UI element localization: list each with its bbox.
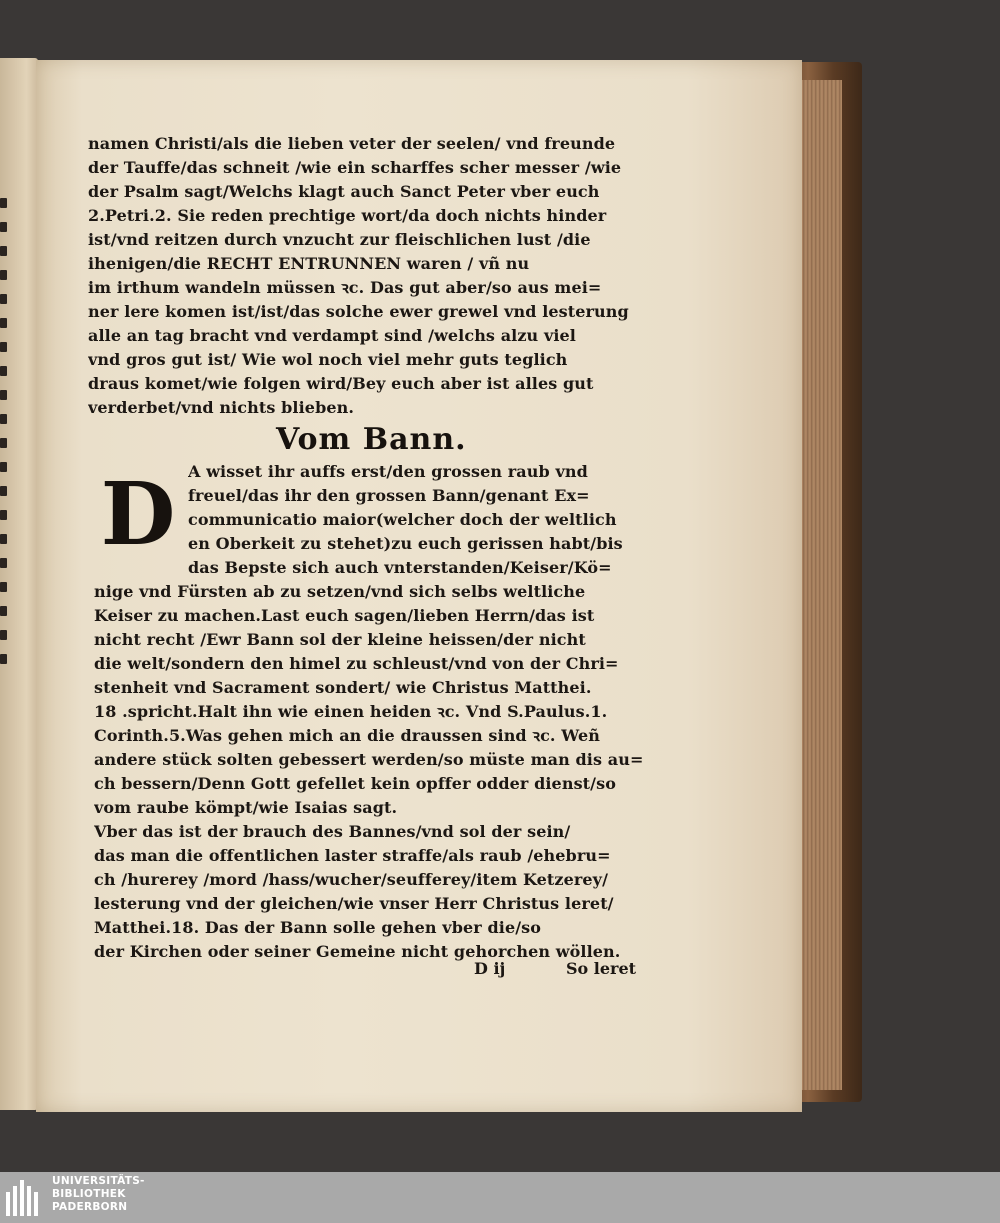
text-line: das Bepste sich auch vnterstanden/Keiser/Kö=: [188, 558, 612, 577]
text-line: die welt/sondern den himel zu schleust/vnd von der Chri=: [94, 654, 619, 673]
text-line: das man die offentlichen laster straffe/als raub /ehebru=: [94, 846, 611, 865]
signature-mark: D ij: [474, 959, 506, 978]
text-line: Keiser zu machen.Last euch sagen/lieben Herrn/das ist: [94, 606, 595, 625]
text-line: im irthum wandeln müssen ꝛc. Das gut aber/so aus mei=: [88, 278, 602, 297]
text-line: nicht recht /Ewr Bann sol der kleine heissen/der nicht: [94, 630, 586, 649]
text-line: Matthei.18. Das der Bann solle gehen vber die/so: [94, 918, 542, 937]
text-line: verderbet/vnd nichts blieben.: [88, 398, 355, 417]
text-line: communicatio maior(welcher doch der weltlich: [188, 510, 617, 529]
drop-cap-initial: D: [100, 464, 176, 565]
text-line: ch bessern/Denn Gott gefellet kein opffer odder dienst/so: [94, 774, 616, 793]
text-line: ner lere komen ist/ist/das solche ewer grewel vnd lesterung: [88, 302, 629, 321]
text-line: A wisset ihr auffs erst/den grossen raub vnd: [188, 462, 588, 481]
text-line: ch /hurerey /mord /hass/wucher/seufferey/item Ketzerey/: [94, 870, 609, 889]
text-line: stenheit vnd Sacrament sondert/ wie Christus Matthei.: [94, 678, 592, 697]
text-line: en Oberkeit zu stehet)zu euch gerissen habt/bis: [188, 534, 623, 553]
footer-bar: [0, 1172, 1000, 1223]
logo-line-2: BIBLIOTHEK: [52, 1188, 126, 1200]
logo-line-1: UNIVERSITÄTS-: [52, 1175, 145, 1187]
text-line: namen Christi/als die lieben veter der seelen/ vnd freunde: [88, 134, 616, 153]
text-line: Vber das ist der brauch des Bannes/vnd sol der sein/: [94, 822, 571, 841]
text-line: der Tauffe/das schneit /wie ein scharffes scher messer /wie: [88, 158, 622, 177]
text-line: 2.Petri.2. Sie reden prechtige wort/da doch nichts hinder: [88, 206, 607, 225]
left-page-edge: [0, 58, 38, 1110]
section-heading: Vom Bann.: [276, 422, 467, 457]
text-line: andere stück solten gebessert werden/so müste man dis au=: [94, 750, 644, 769]
page-block-edges: [796, 80, 842, 1090]
paragraph-2-indented: [188, 460, 648, 580]
text-line: vom raube kömpt/wie Isaias sagt.: [94, 798, 398, 817]
catchword: So leret: [566, 959, 637, 978]
text-line: 18 .spricht.Halt ihn wie einen heiden ꝛc. Vnd S.Paulus.1.: [94, 702, 608, 721]
logo-line-3: PADERBORN: [52, 1201, 128, 1213]
text-line: freuel/das ihr den grossen Bann/genant Ex=: [188, 486, 590, 505]
library-logo-text: [52, 1175, 145, 1214]
text-line: der Psalm sagt/Welchs klagt auch Sanct Peter vber euch: [88, 182, 600, 201]
library-logo-icon: [6, 1180, 46, 1216]
text-line: draus komet/wie folgen wird/Bey euch aber ist alles gut: [88, 374, 594, 393]
text-line: vnd gros gut ist/ Wie wol noch viel mehr guts teglich: [88, 350, 568, 369]
text-line: ihenigen/die RECHT ENTRUNNEN waren / vñ nu: [88, 254, 530, 273]
paragraph-1: [88, 132, 648, 420]
text-line: Corinth.5.Was gehen mich an die draussen sind ꝛc. Weñ: [94, 726, 601, 745]
text-line: nige vnd Fürsten ab zu setzen/vnd sich selbs weltliche: [94, 582, 586, 601]
left-page-text-fragments: [0, 198, 10, 678]
text-line: ist/vnd reitzen durch vnzucht zur fleischlichen lust /die: [88, 230, 591, 249]
text-line: der Kirchen oder seiner Gemeine nicht gehorchen wöllen.: [94, 942, 621, 961]
text-line: lesterung vnd der gleichen/wie vnser Herr Christus leret/: [94, 894, 614, 913]
paragraph-2-body: [94, 580, 648, 964]
text-line: alle an tag bracht vnd verdampt sind /welchs alzu viel: [88, 326, 576, 345]
